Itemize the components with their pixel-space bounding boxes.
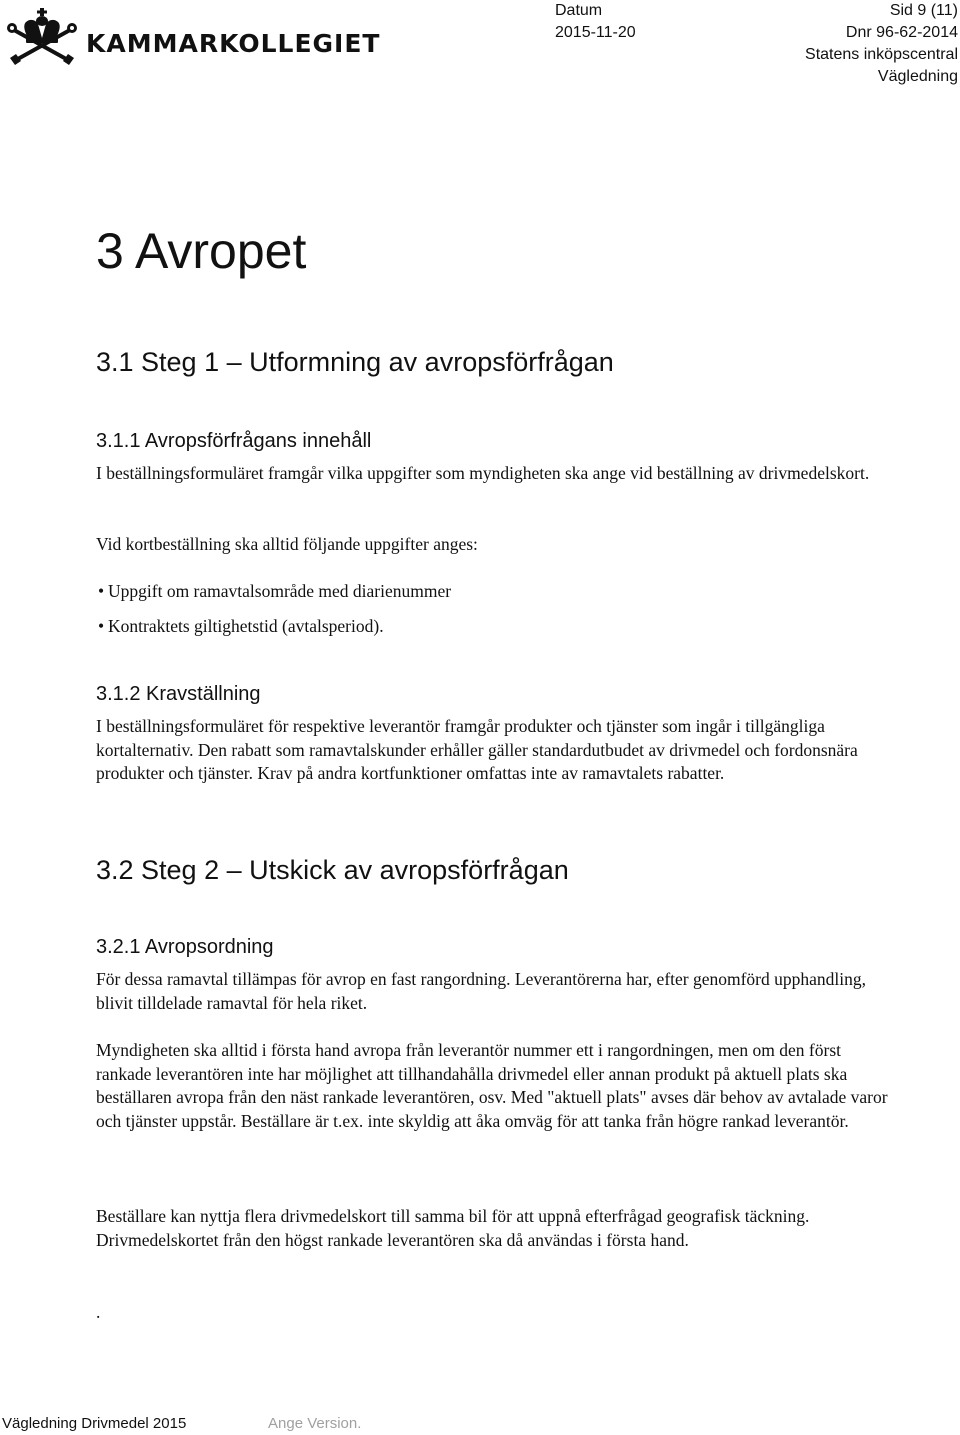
section-3-1-1-title: 3.1.1 Avropsförfrågans innehåll [96,430,372,452]
bullet-text: Kontraktets giltighetstid (avtalsperiod). [108,616,384,636]
section-3-2-1-paragraph-3: Beställare kan nyttja flera drivmedelskort till samma bil för att uppnå efterfrågad geografisk täckning. Drivmedelskortet från den högst rankade leverantören ska då användas i första hand. [96,1206,810,1250]
crown-emblem-icon [6,8,78,68]
section-3-2-1-paragraph-2: Myndigheten ska alltid i första hand avropa från leverantör nummer ett i rangordningen, men om den först rankade leverantören inte har möjlighet att tillhandahålla drivmedel eller annan produkt på aktuell plats ska beställaren avropa från den näst rankade leverantören, osv. Med "aktuell plats" avses där behov av avtalade varor och tjänster uppstår. Beställare är t.ex. inte skyldig att åka omväg för att tanka från högre rankad leverantör. [96,1040,888,1131]
footer-document-name: Vägledning Drivmedel 2015 [2,1415,187,1432]
organization-name: Statens inköpscentral [805,46,958,63]
section-3-1-1-paragraph-1: I beställningsformuläret framgår vilka uppgifter som myndigheten ska ange vid beställning av drivmedelskort. [96,463,870,483]
bullet-item [98,580,451,603]
section-3-2-1-title: 3.2.1 Avropsordning [96,936,274,958]
datum-label: Datum [555,2,603,19]
bullet-text: Uppgift om ramavtalsområde med diarienummer [108,581,452,601]
section-3-2-1-paragraph-1: För dessa ramavtal tillämpas för avrop en fast rangordning. Leverantörerna har, efter genomförd upphandling, blivit tilldelade ramavtal för hela riket. [96,969,866,1013]
footer-version: Ange Version. [268,1415,362,1432]
section-3-2-title: 3.2 Steg 2 – Utskick av avropsförfrågan [96,855,569,885]
diarienummer: Dnr 96-62-2014 [845,24,958,41]
section-3-1-1-paragraph-2: Vid kortbeställning ska alltid följande uppgifter anges: [96,534,478,554]
document-date: 2015-11-20 [555,24,636,41]
section-3-1-2-title: 3.1.2 Kravställning [96,683,261,705]
section-3-1-title: 3.1 Steg 1 – Utformning av avropsförfrågan [96,347,614,377]
trailing-dot: . [96,1302,101,1322]
header-date-block [555,0,636,44]
bullet-dot-icon: • [98,616,105,636]
page-number: Sid 9 (11) [889,2,958,19]
chapter-title: 3 Avropet [96,223,307,279]
logo-wordmark: KAMMARKOLLEGIET [86,28,381,58]
bullet-dot-icon: • [98,581,105,601]
kammarkollegiet-logo [6,8,380,68]
section-3-1-2-paragraph: I beställningsformuläret för respektive leverantör framgår produkter och tjänster som ingår i tillgängliga kortalternativ. Den rabatt som ramavtalskunder erhåller gäller standardutbudet av drivmedel och fordonsnära produkter och tjänster. Krav på andra kortfunktioner omfattas inte av ramavtalets rabatter. [96,716,858,783]
document-type: Vägledning [877,68,958,85]
header-info-block [805,0,958,88]
bullet-item [98,615,384,638]
